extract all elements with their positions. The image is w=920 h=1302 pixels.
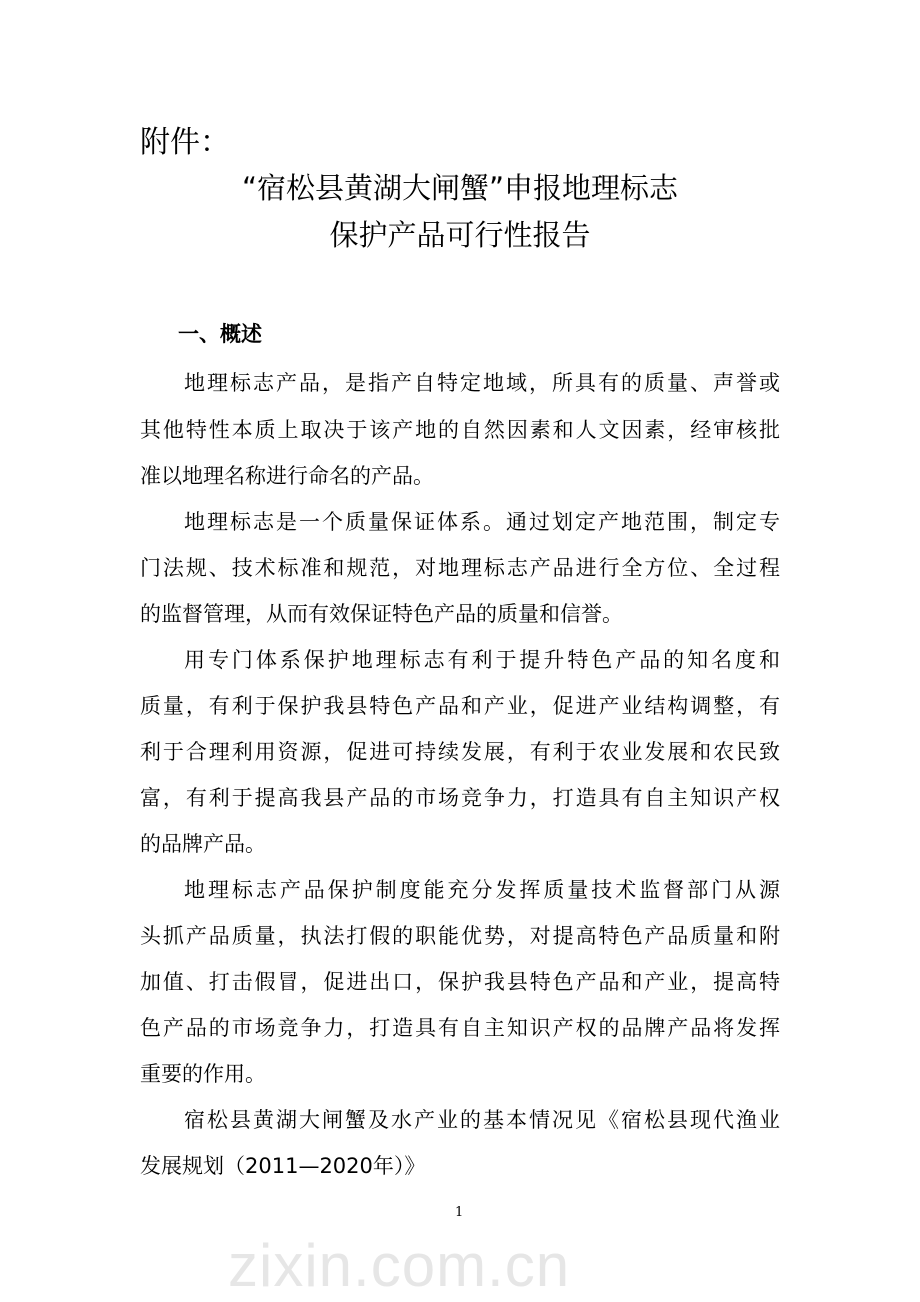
paragraph-line: 发展规划（2011—2020年）》 xyxy=(140,1154,426,1178)
paragraph-line: 地理标志产品，是指产自特定地域，所具有的质量、声誉或 xyxy=(184,371,780,395)
paragraph-line: 的品牌产品。 xyxy=(140,832,266,856)
document-title-line-2: 保护产品可行性报告 xyxy=(329,218,591,252)
paragraph-line: 门法规、技术标准和规范，对地理标志产品进行全方位、全过程 xyxy=(140,556,780,580)
paragraph-line: 宿松县黄湖大闸蟹及水产业的基本情况见《宿松县现代渔业 xyxy=(184,1108,780,1132)
paragraph-line: 地理标志产品保护制度能充分发挥质量技术监督部门从源 xyxy=(184,878,780,902)
paragraph-line: 富，有利于提高我县产品的市场竞争力，打造具有自主知识产权 xyxy=(140,786,780,810)
paragraph-line: 准以地理名称进行命名的产品。 xyxy=(140,464,434,488)
paragraph-line: 头抓产品质量，执法打假的职能优势，对提高特色产品质量和附 xyxy=(140,924,780,948)
paragraph-line: 色产品的市场竞争力，打造具有自主知识产权的品牌产品将发挥 xyxy=(140,1016,780,1040)
paragraph-line: 质量，有利于保护我县特色产品和产业，促进产业结构调整，有 xyxy=(140,694,780,718)
paragraph-line: 的监督管理，从而有效保证特色产品的质量和信誉。 xyxy=(140,602,623,626)
document-title-line-1: “宿松县黄湖大闸蟹”申报地理标志 xyxy=(241,171,679,205)
paragraph-line: 加值、打击假冒，促进出口，保护我县特色产品和产业，提高特 xyxy=(140,970,780,994)
attachment-label: 附件： xyxy=(140,125,230,160)
paragraph-line: 地理标志是一个质量保证体系。通过划定产地范围，制定专 xyxy=(184,510,780,534)
watermark: zixin.com.cn xyxy=(228,1232,571,1299)
section-heading: 一、概述 xyxy=(178,322,262,346)
page-number: 1 xyxy=(455,1205,464,1220)
paragraph-line: 其他特性本质上取决于该产地的自然因素和人文因素，经审核批 xyxy=(140,418,780,442)
paragraph-line: 重要的作用。 xyxy=(140,1062,266,1086)
paragraph-line: 用专门体系保护地理标志有利于提升特色产品的知名度和 xyxy=(184,648,780,672)
paragraph-line: 利于合理利用资源，促进可持续发展，有利于农业发展和农民致 xyxy=(140,740,780,764)
